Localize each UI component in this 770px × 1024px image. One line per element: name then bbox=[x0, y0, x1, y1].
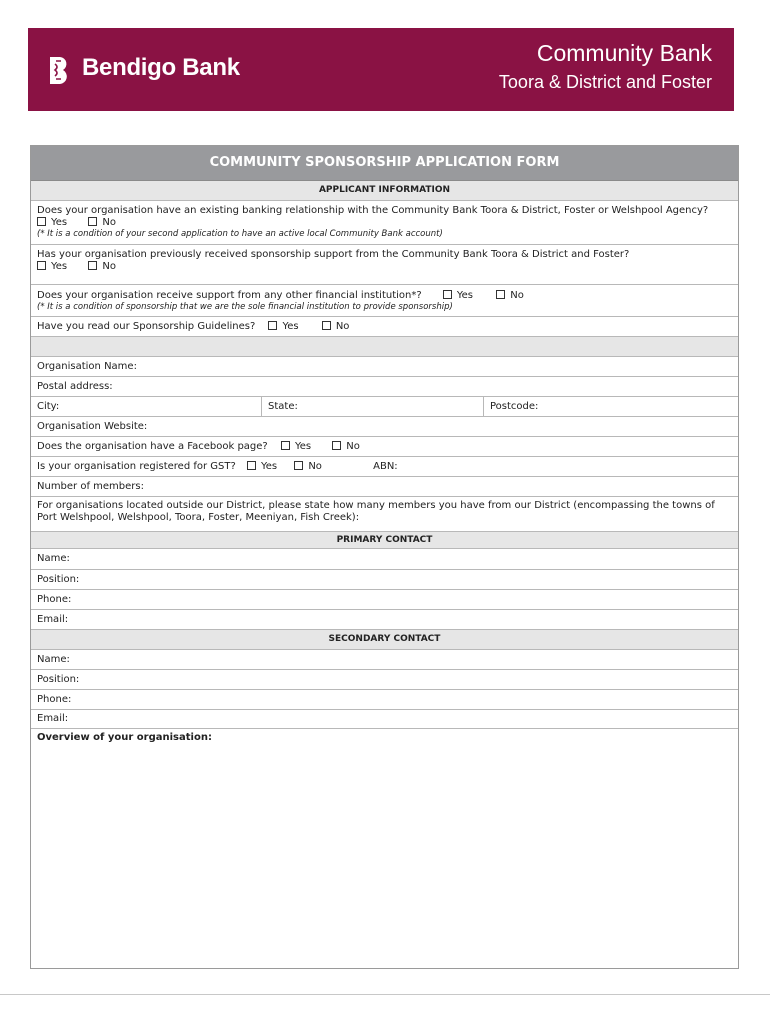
facebook-yes-option[interactable]: Yes bbox=[281, 437, 311, 456]
secondary-email-field[interactable]: Email: bbox=[31, 710, 738, 729]
checkbox-icon[interactable] bbox=[247, 461, 256, 470]
checkbox-icon[interactable] bbox=[322, 321, 331, 330]
checkbox-icon[interactable] bbox=[37, 217, 46, 226]
other-institution-label: Does your organisation receive support from any other financial institution*? bbox=[37, 290, 422, 301]
guidelines-yes-option[interactable]: Yes bbox=[268, 317, 298, 336]
primary-position-field[interactable]: Position: bbox=[31, 570, 738, 590]
city-state-postcode-row bbox=[31, 397, 738, 417]
banking-relationship-note: (* It is a condition of your second application to have an active local Community Bank account) bbox=[37, 229, 443, 239]
district-members-label-line1: For organisations located outside our District, please state how many members you have from our District (encompassing the towns of bbox=[37, 500, 715, 511]
gst-question bbox=[31, 457, 738, 477]
banking-relationship-question bbox=[31, 201, 738, 245]
secondary-position-field[interactable]: Position: bbox=[31, 670, 738, 690]
header-banner bbox=[28, 28, 734, 111]
application-form bbox=[30, 145, 739, 969]
primary-email-field[interactable]: Email: bbox=[31, 610, 738, 630]
checkbox-icon[interactable] bbox=[443, 290, 452, 299]
overview-field[interactable] bbox=[31, 729, 738, 968]
other-institution-question bbox=[31, 285, 738, 317]
previous-yes-option[interactable]: Yes bbox=[37, 261, 67, 273]
city-field[interactable]: City: bbox=[37, 401, 60, 412]
overview-label: Overview of your organisation: bbox=[37, 732, 212, 743]
facebook-no-option[interactable]: No bbox=[332, 437, 360, 456]
applicant-information-header: APPLICANT INFORMATION bbox=[31, 181, 738, 201]
members-field[interactable]: Number of members: bbox=[31, 477, 738, 497]
abn-field[interactable]: ABN: bbox=[373, 461, 398, 472]
postal-address-field[interactable]: Postal address: bbox=[31, 377, 738, 397]
banking-relationship-label: Does your organisation have an existing banking relationship with the Community Bank Toora & District, Foster or Welshpool Agency? bbox=[37, 205, 709, 216]
guidelines-no-option[interactable]: No bbox=[322, 317, 350, 336]
other-institution-note: (* It is a condition of sponsorship that we are the sole financial institution to provide sponsorship) bbox=[37, 302, 453, 312]
checkbox-icon[interactable] bbox=[37, 261, 46, 270]
facebook-question bbox=[31, 437, 738, 457]
facebook-label: Does the organisation have a Facebook page? bbox=[37, 441, 268, 452]
organisation-name-field[interactable]: Organisation Name: bbox=[31, 357, 738, 377]
branch-subtitle: Toora & District and Foster bbox=[498, 72, 712, 92]
website-field[interactable]: Organisation Website: bbox=[31, 417, 738, 437]
checkbox-icon[interactable] bbox=[88, 217, 97, 226]
postcode-field[interactable]: Postcode: bbox=[483, 397, 738, 416]
primary-phone-field[interactable]: Phone: bbox=[31, 590, 738, 610]
previous-sponsorship-label: Has your organisation previously received sponsorship support from the Community Bank Toora & District and Foster? bbox=[37, 249, 630, 260]
community-bank-title: Community Bank bbox=[536, 40, 712, 66]
banking-no-option[interactable]: No bbox=[88, 217, 116, 229]
district-members-label-line2: Port Welshpool, Welshpool, Toora, Foster, Meeniyan, Fish Creek): bbox=[37, 512, 360, 523]
checkbox-icon[interactable] bbox=[268, 321, 277, 330]
bendigo-bank-logo-icon bbox=[48, 55, 72, 85]
previous-no-option[interactable]: No bbox=[88, 261, 116, 273]
checkbox-icon[interactable] bbox=[281, 441, 290, 450]
primary-contact-header: PRIMARY CONTACT bbox=[31, 532, 738, 549]
secondary-contact-header: SECONDARY CONTACT bbox=[31, 630, 738, 650]
state-field[interactable]: State: bbox=[261, 397, 483, 416]
gst-no-option[interactable]: No bbox=[294, 457, 322, 476]
secondary-name-field[interactable]: Name: bbox=[31, 650, 738, 670]
other-no-option[interactable]: No bbox=[496, 290, 524, 302]
form-title: COMMUNITY SPONSORSHIP APPLICATION FORM bbox=[31, 146, 738, 181]
guidelines-question bbox=[31, 317, 738, 337]
banking-yes-option[interactable]: Yes bbox=[37, 217, 67, 229]
checkbox-icon[interactable] bbox=[88, 261, 97, 270]
brand-name: Bendigo Bank bbox=[82, 54, 240, 81]
gst-label: Is your organisation registered for GST? bbox=[37, 461, 236, 472]
other-yes-option[interactable]: Yes bbox=[443, 290, 473, 302]
checkbox-icon[interactable] bbox=[332, 441, 341, 450]
checkbox-icon[interactable] bbox=[294, 461, 303, 470]
guidelines-label: Have you read our Sponsorship Guidelines? bbox=[37, 321, 256, 332]
district-members-field[interactable] bbox=[31, 497, 738, 532]
gst-yes-option[interactable]: Yes bbox=[247, 457, 277, 476]
secondary-phone-field[interactable]: Phone: bbox=[31, 690, 738, 710]
separator-row bbox=[31, 337, 738, 357]
checkbox-icon[interactable] bbox=[496, 290, 505, 299]
primary-name-field[interactable]: Name: bbox=[31, 549, 738, 570]
page-footer-line bbox=[0, 994, 770, 995]
previous-sponsorship-question bbox=[31, 245, 738, 285]
